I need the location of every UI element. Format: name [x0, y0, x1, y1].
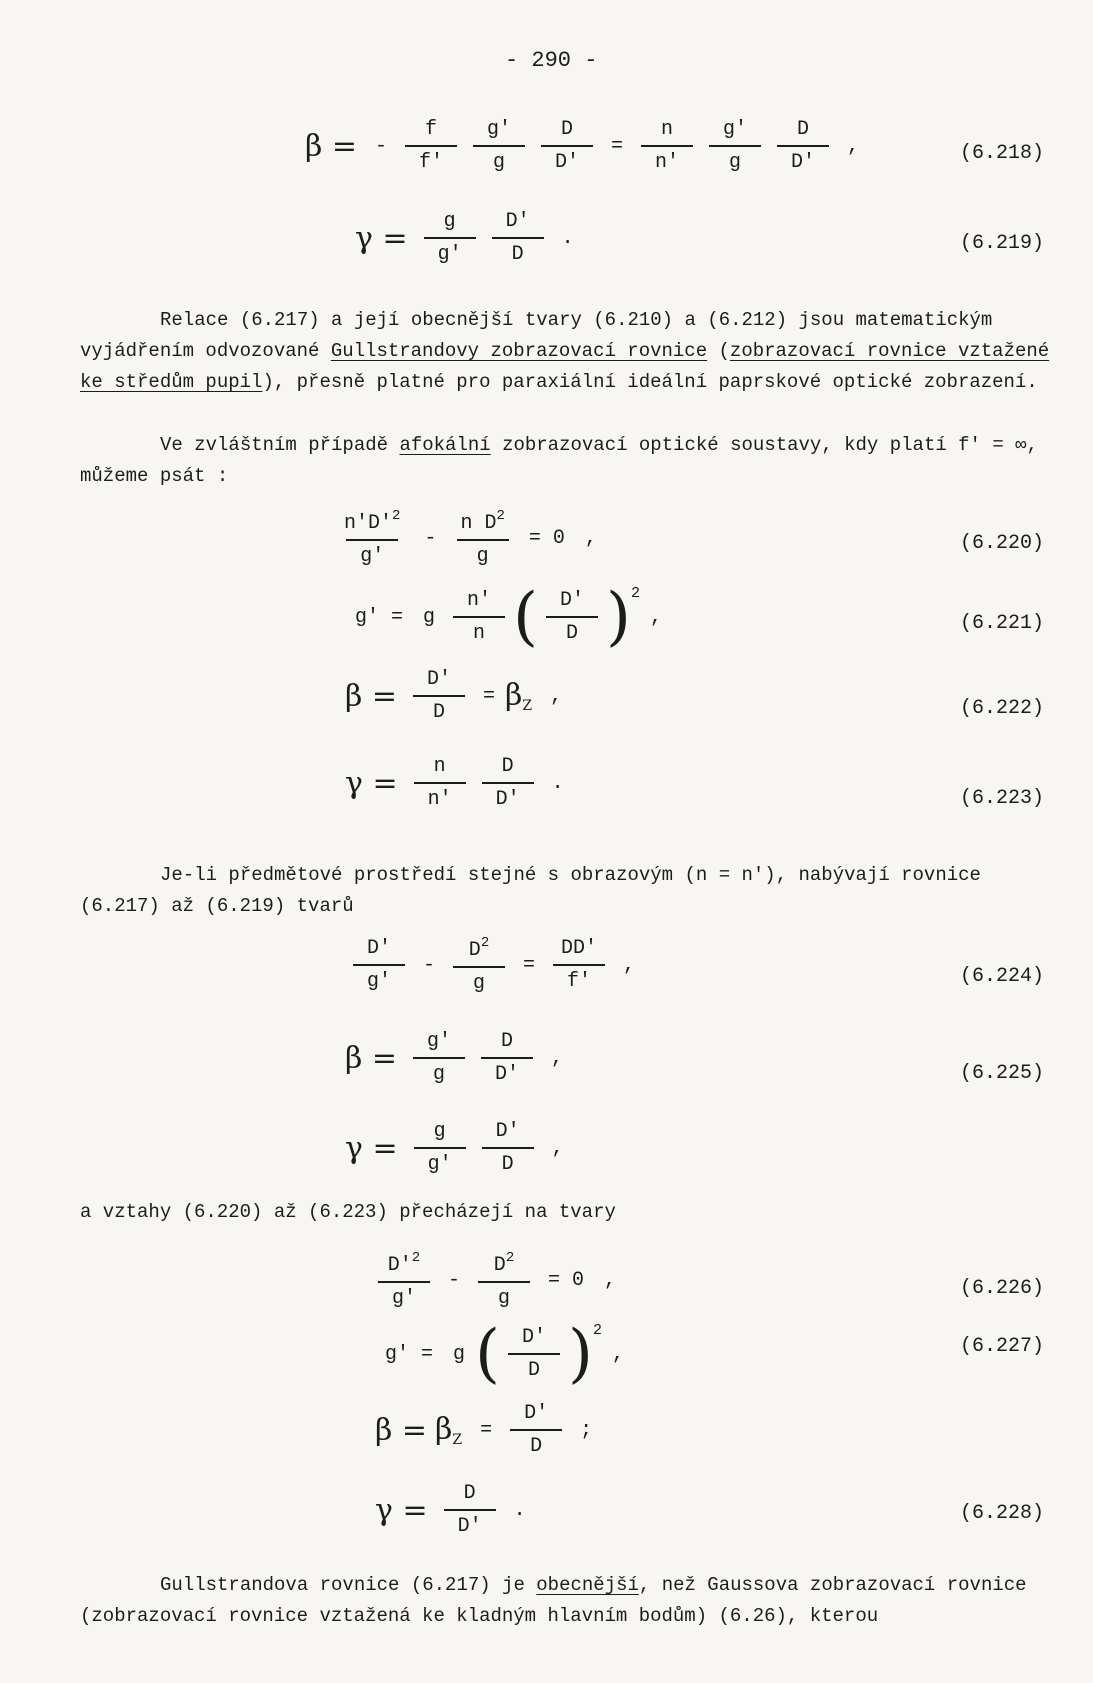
- denominator: D′: [481, 1057, 533, 1086]
- fraction: [453, 589, 505, 645]
- eq-op: -: [375, 134, 388, 158]
- equation-number: (6.220): [960, 532, 1045, 555]
- numerator: n′: [467, 589, 492, 612]
- numerator: D′: [495, 1120, 520, 1143]
- numerator: $D'^2$: [387, 1250, 421, 1277]
- denominator: D: [546, 616, 598, 645]
- fraction: [482, 755, 534, 811]
- numerator: D: [463, 1482, 476, 1505]
- equation-6-227: [375, 1317, 634, 1391]
- fraction: [424, 210, 476, 266]
- eq-rhs: = 0: [528, 526, 565, 550]
- paragraph-relace: [80, 305, 1060, 398]
- numerator: D′: [427, 668, 452, 691]
- numerator: DD′: [561, 937, 598, 960]
- denominator: n′: [641, 145, 693, 174]
- underlined-term: obecnější: [536, 1574, 639, 1596]
- eq-tail: ,: [649, 605, 662, 629]
- eq-tail: ,: [611, 1342, 624, 1366]
- eq-op: =: [483, 684, 496, 708]
- denominator: D: [510, 1429, 562, 1458]
- denominator: g: [413, 1057, 465, 1086]
- denominator: g: [473, 145, 525, 174]
- denominator: g′: [414, 1147, 466, 1176]
- fraction: [378, 1250, 430, 1310]
- denominator: D′: [541, 145, 593, 174]
- eq-tail: ,: [551, 1046, 564, 1070]
- eq-tail: .: [561, 226, 574, 250]
- paragraph-gullstrand: [80, 1570, 1060, 1632]
- numerator: g′: [487, 118, 512, 141]
- equation-6-228-gamma: [375, 1482, 536, 1538]
- denominator: g: [453, 966, 505, 995]
- equation-number: (6.228): [960, 1502, 1045, 1525]
- eq-op: -: [448, 1268, 461, 1292]
- eq-tail: ,: [550, 684, 563, 708]
- underlined-term: Gullstrandovy zobrazovací rovnice: [330, 340, 708, 362]
- equation-6-226: [370, 1250, 626, 1310]
- fraction: [641, 118, 693, 174]
- denominator: g′: [353, 964, 405, 993]
- fraction: [777, 118, 829, 174]
- parenthesized-term: ( $\frac{D'}{D}$ ) 2: [475, 1317, 602, 1391]
- fraction: [709, 118, 761, 174]
- exponent: 2: [630, 585, 640, 602]
- eq-op: =: [480, 1418, 493, 1442]
- eq-lhs: γ =: [345, 1130, 398, 1166]
- denominator: D′: [444, 1509, 496, 1538]
- equation-6-218: [305, 118, 869, 174]
- eq-lhs: γ =: [375, 1492, 428, 1528]
- page-number: - 290 -: [505, 48, 598, 73]
- numerator: D: [501, 1030, 514, 1053]
- denominator: D: [508, 1353, 560, 1382]
- eq-lhs: g′ =: [355, 605, 404, 629]
- equation-6-225: [345, 1030, 573, 1086]
- underlined-term: afokální: [399, 434, 491, 456]
- fraction: [541, 118, 593, 174]
- eq-lhs: γ =: [355, 220, 408, 256]
- equation-number: (6.218): [960, 142, 1045, 165]
- eq-tail: ,: [584, 526, 597, 550]
- equation-6-222: [345, 668, 572, 724]
- fraction: [508, 1326, 560, 1382]
- fraction: [453, 935, 505, 995]
- equation-number: (6.219): [960, 232, 1045, 255]
- underlined-term: zobrazovací rovnice vztažené ke středům pupil: [80, 340, 1050, 393]
- numerator: n: [661, 118, 674, 141]
- equation-6-220: [330, 508, 607, 568]
- eq-rhs: = 0: [548, 1268, 585, 1292]
- eq-lhs: g′ =: [385, 1342, 434, 1366]
- denominator: g: [709, 145, 761, 174]
- fraction: [454, 508, 510, 568]
- equation-number: (6.224): [960, 965, 1045, 988]
- numerator: n $D^2$: [460, 508, 505, 535]
- eq-tail: ,: [847, 134, 860, 158]
- paragraph-vztahy: a vztahy (6.220) až (6.223) přecházejí na tvary: [80, 1201, 616, 1223]
- text-run: ), přesně platné pro paraxiální ideální paprskové optické zobrazení.: [262, 371, 1038, 393]
- fraction: [492, 210, 544, 266]
- eq-tail: ,: [604, 1268, 617, 1292]
- eq-op: =: [523, 953, 536, 977]
- fraction: [510, 1402, 562, 1458]
- eq-var: $\beta_Z$: [505, 678, 533, 714]
- numerator: g′: [723, 118, 748, 141]
- eq-op: =: [611, 134, 624, 158]
- numerator: $D^2$: [468, 935, 490, 962]
- denominator: D: [492, 237, 544, 266]
- paragraph-afokalni: [80, 430, 1060, 492]
- fraction: [546, 589, 598, 645]
- equation-6-224: [345, 935, 645, 995]
- numerator: n: [433, 755, 446, 778]
- numerator: D′: [559, 589, 584, 612]
- fraction: [414, 1120, 466, 1176]
- equation-6-221: [345, 580, 672, 654]
- numerator: g: [433, 1120, 446, 1143]
- denominator: f′: [405, 145, 457, 174]
- numerator: D′: [524, 1402, 549, 1425]
- numerator: $n'D'^2$: [344, 508, 401, 535]
- eq-lhs: β =: [345, 1040, 398, 1076]
- equation-number: (6.222): [960, 697, 1045, 720]
- denominator: g: [478, 1281, 530, 1310]
- denominator: D: [482, 1147, 534, 1176]
- eq-tail: .: [551, 771, 564, 795]
- text-run: (: [707, 340, 730, 362]
- parenthesized-term: ( $\frac{D'}{D}$ ) 2: [513, 580, 640, 654]
- numerator: D′: [505, 210, 530, 233]
- eq-tail: ,: [623, 953, 636, 977]
- equation-6-228-beta: [375, 1402, 602, 1458]
- denominator: D′: [482, 782, 534, 811]
- eq-op: -: [424, 526, 437, 550]
- exponent: 2: [592, 1322, 602, 1339]
- fraction: [473, 118, 525, 174]
- text-run: Gullstrandova rovnice (6.217) je: [160, 1574, 537, 1596]
- denominator: g′: [378, 1281, 430, 1310]
- numerator: D: [797, 118, 810, 141]
- denominator: g: [457, 539, 509, 568]
- numerator: g: [443, 210, 456, 233]
- numerator: f: [425, 118, 438, 141]
- equation-6-223: [345, 755, 574, 811]
- fraction: [481, 1030, 533, 1086]
- eq-lhs: β =: [345, 678, 398, 714]
- denominator: D: [413, 695, 465, 724]
- equation-number: (6.223): [960, 787, 1045, 810]
- text-run: zobrazovací optické soustavy, kdy platí f′ = ∞, můžeme psát :: [80, 434, 1038, 487]
- fraction: [405, 118, 457, 174]
- fraction: [553, 937, 605, 993]
- fraction: [414, 755, 466, 811]
- denominator: n′: [414, 782, 466, 811]
- equation-number: (6.221): [960, 612, 1045, 635]
- denominator: D′: [777, 145, 829, 174]
- eq-lhs: β =: [305, 128, 358, 164]
- numerator: D: [501, 755, 514, 778]
- text-run: Ve zvláštním případě: [160, 434, 400, 456]
- eq-tail: .: [513, 1498, 526, 1522]
- numerator: D: [561, 118, 574, 141]
- equation-number: (6.226): [960, 1277, 1045, 1300]
- fraction: [444, 1482, 496, 1538]
- eq-var: g: [453, 1342, 466, 1366]
- equation-number: (6.225): [960, 1062, 1045, 1085]
- equation-number: (6.227): [960, 1335, 1045, 1358]
- denominator: n: [453, 616, 505, 645]
- fraction: [338, 508, 406, 568]
- paragraph-predmetove: Je-li předmětové prostředí stejné s obrazovým (n = n′), nabývají rovnice (6.217) až (6.219) tvarů: [80, 864, 981, 917]
- fraction: [413, 1030, 465, 1086]
- numerator: g′: [427, 1030, 452, 1053]
- numerator: D′: [521, 1326, 546, 1349]
- fraction: [478, 1250, 530, 1310]
- eq-var: g: [423, 605, 436, 629]
- fraction: [482, 1120, 534, 1176]
- text-run: , než Gaussova zobrazovací rovnice (zobrazovací rovnice vztažená ke kladným hlavním bodům) (6.26), kterou: [80, 1574, 1027, 1627]
- equation-6-225-gamma: [345, 1120, 574, 1176]
- fraction: [353, 937, 405, 993]
- denominator: g′: [346, 539, 398, 568]
- equation-6-219: [355, 210, 584, 266]
- denominator: g′: [424, 237, 476, 266]
- eq-var: $\beta_Z$: [435, 1412, 463, 1448]
- eq-lhs: β =: [375, 1412, 428, 1448]
- eq-op: -: [423, 953, 436, 977]
- denominator: f′: [553, 964, 605, 993]
- numerator: $D^2$: [493, 1250, 515, 1277]
- eq-lhs: γ =: [345, 765, 398, 801]
- text-run: Relace (6.217) a její obecnější tvary (6.210) a (6.212) jsou matematickým vyjádřením odvozované: [80, 309, 993, 362]
- eq-tail: ,: [551, 1136, 564, 1160]
- fraction: [413, 668, 465, 724]
- numerator: D′: [366, 937, 391, 960]
- eq-tail: ;: [580, 1418, 593, 1442]
